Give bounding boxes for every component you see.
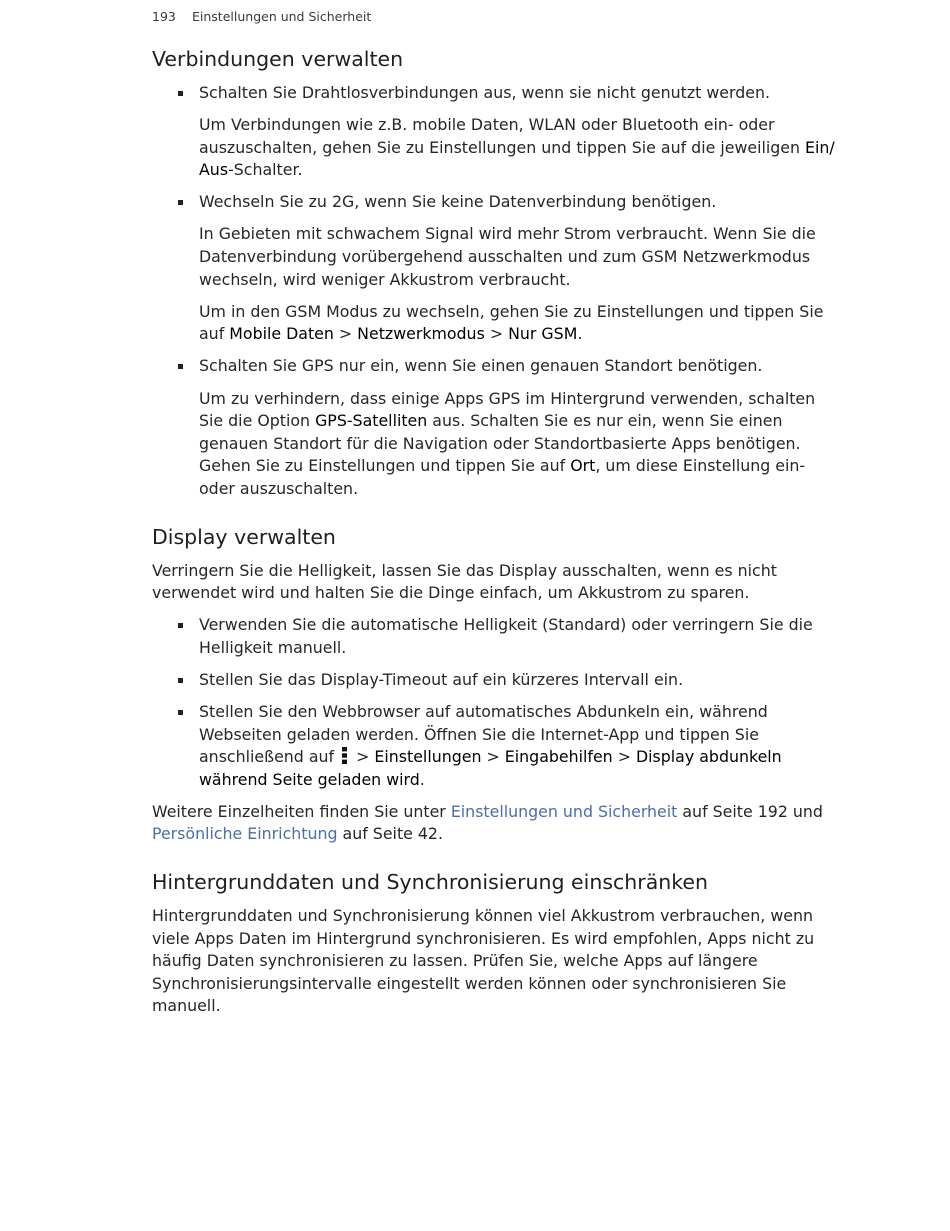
list-item: Schalten Sie GPS nur ein, wenn Sie einen genauen Standort benötigen. <box>152 355 842 378</box>
link-settings-security[interactable]: Einstellungen und Sicherheit <box>450 801 678 821</box>
emphasis: Display abdunkeln während Seite geladen wird <box>199 747 782 789</box>
list-item: Verwenden Sie die automatische Helligkeit (Standard) oder verringern Sie die Helligkeit manuell. <box>152 614 842 659</box>
section-title-connections: Verbindungen verwalten <box>152 47 404 71</box>
bullet-list <box>152 355 842 378</box>
page-number: 193 <box>152 9 176 24</box>
link-personal-setup[interactable]: Persönliche Einrichtung <box>152 824 338 844</box>
paragraph: Um Verbindungen wie z.B. mobile Daten, WLAN oder Bluetooth ein- oder auszuschalten, gehen Sie zu Einstellungen und tippen Sie auf die jeweiligen Ein/ Aus-Schalter. <box>199 115 835 180</box>
bullet-list <box>152 191 842 214</box>
paragraph: Hintergrunddaten und Synchronisierung können viel Akkustrom verbrauchen, wenn viele Apps Daten im Hintergrund synchronisieren. Es wird empfohlen, Apps nicht zu häufig Daten synchronisieren zu lassen. Prüfen Sie, welche Apps auf längere Synchronisierungsintervalle eingestellt werden können oder synchronisieren Sie manuell. <box>152 906 815 1016</box>
chapter-title: Einstellungen und Sicherheit <box>192 9 372 24</box>
section-title-display: Display verwalten <box>152 524 336 549</box>
emphasis: Nur GSM <box>508 324 578 344</box>
emphasis: Netzwerkmodus <box>357 324 485 344</box>
paragraph: Um zu verhindern, dass einige Apps GPS im Hintergrund verwenden, schalten Sie die Option GPS-Satelliten aus. Schalten Sie es nur ein, wenn Sie einen genauen Standort für die Navigation oder Standortbasierte Apps benötigen. Gehen Sie zu Einstellungen und tippen Sie auf Ort, um diese Einstellung ein- oder auszuschalten. <box>199 388 816 498</box>
list-item: Stellen Sie den Webbrowser auf automatisches Abdunkeln ein, während Webseiten geladen werden. Öffnen Sie die Internet-App und tippen Sie anschließend auf > Einstellungen > Eingabehilfen > Display abdunkeln während Seite geladen wird. <box>152 701 842 791</box>
emphasis: Ort <box>570 456 596 476</box>
emphasis: Einstellungen <box>374 747 482 767</box>
page-content <box>152 46 842 1028</box>
emphasis: GPS-Satelliten <box>315 411 428 431</box>
more-vertical-icon <box>342 747 347 764</box>
section-title-background-data: Hintergrunddaten und Synchronisierung einschränken <box>152 870 709 895</box>
list-item: Schalten Sie Drahtlosverbindungen aus, wenn sie nicht genutzt werden. <box>152 82 842 105</box>
paragraph: Weitere Einzelheiten finden Sie unter Einstellungen und Sicherheit auf Seite 192 und Persönliche Einrichtung auf Seite 42. <box>152 801 823 844</box>
bullet-list <box>152 82 842 105</box>
paragraph: Um in den GSM Modus zu wechseln, gehen Sie zu Einstellungen und tippen Sie auf Mobile Daten > Netzwerkmodus > Nur GSM. <box>199 301 824 344</box>
page-header <box>152 9 371 24</box>
paragraph: Verringern Sie die Helligkeit, lassen Sie das Display ausschalten, wenn es nicht verwendet wird und halten Sie die Dinge einfach, um Akkustrom zu sparen. <box>152 560 777 603</box>
emphasis: Eingabehilfen <box>504 747 613 767</box>
emphasis: Ein/ Aus <box>199 137 835 180</box>
bullet-list <box>152 614 842 791</box>
emphasis: Mobile Daten <box>229 324 334 344</box>
paragraph: In Gebieten mit schwachem Signal wird mehr Strom verbraucht. Wenn Sie die Datenverbindung vorübergehend ausschalten und zum GSM Netzwerkmodus wechseln, wird weniger Akkustrom verbraucht. <box>199 224 816 289</box>
list-item: Stellen Sie das Display-Timeout auf ein kürzeres Intervall ein. <box>152 669 842 692</box>
list-item: Wechseln Sie zu 2G, wenn Sie keine Datenverbindung benötigen. <box>152 191 842 214</box>
